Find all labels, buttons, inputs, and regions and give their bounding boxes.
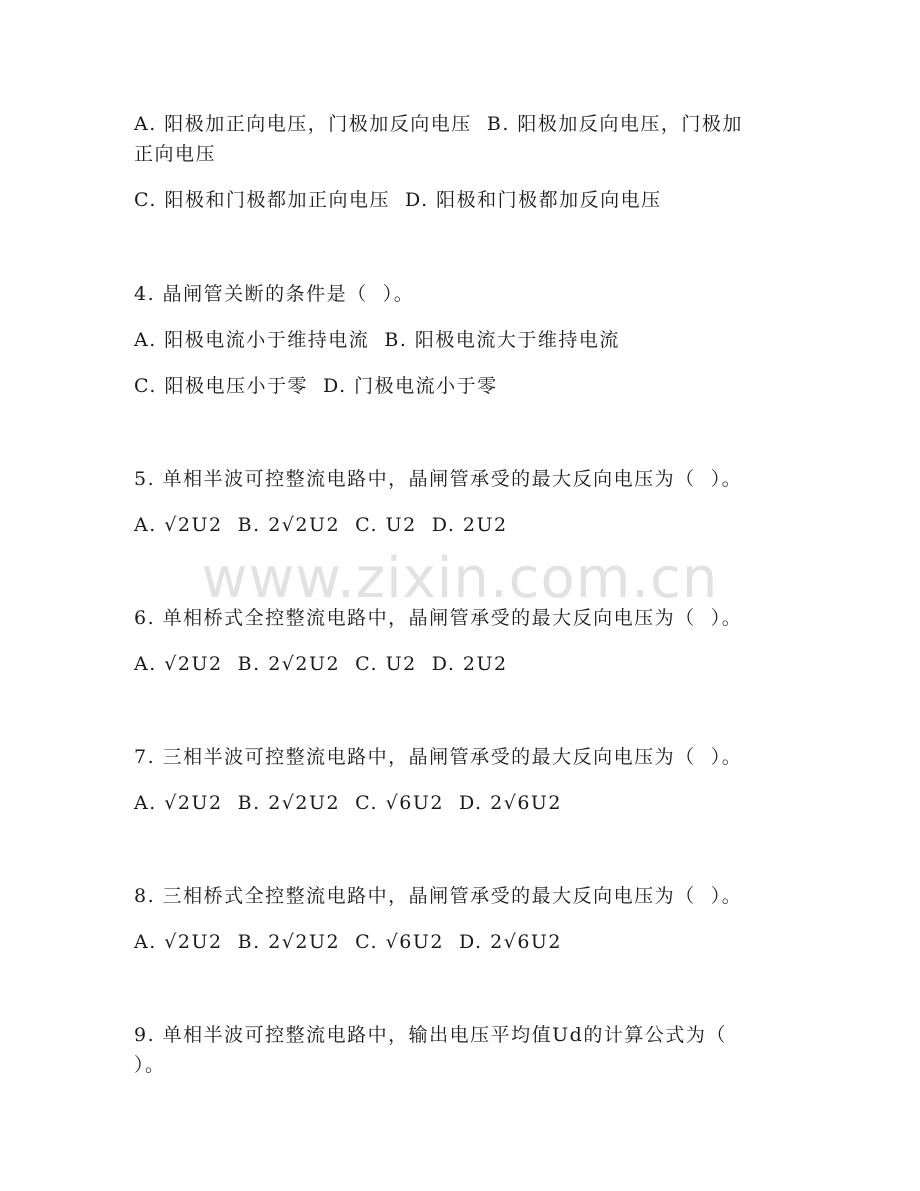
q4-stem: 4. 晶闸管关断的条件是（ ）。 (134, 283, 415, 305)
q7-options: A. √2U2 B. 2√2U2 C. √6U2 D. 2√6U2 (134, 792, 563, 814)
q8-stem: 8. 三相桥式全控整流电路中，晶闸管承受的最大反向电压为（ ）。 (134, 885, 743, 907)
q9-stem-line-1: 9. 单相半波可控整流电路中，输出电压平均值Ud的计算公式为（ (134, 1024, 727, 1046)
q3-options-line-3: C. 阳极和门极都加正向电压 D. 阳极和门极都加反向电压 (134, 189, 662, 211)
q9-stem-line-2: ）。 (134, 1054, 166, 1076)
q5-options: A. √2U2 B. 2√2U2 C. U2 D. 2U2 (134, 514, 508, 536)
q5-stem: 5. 单相半波可控整流电路中，晶闸管承受的最大反向电压为（ ）。 (134, 468, 743, 490)
watermark: www.zixin.com.cn (201, 546, 719, 611)
q6-options: A. √2U2 B. 2√2U2 C. U2 D. 2U2 (134, 653, 508, 675)
q3-options-line-1: A. 阳极加正向电压，门极加反向电压 B. 阳极加反向电压，门极加 (134, 113, 743, 135)
q4-options-line-1: A. 阳极电流小于维持电流 B. 阳极电流大于维持电流 (134, 329, 620, 351)
q6-stem: 6. 单相桥式全控整流电路中，晶闸管承受的最大反向电压为（ ）。 (134, 607, 743, 629)
q8-options: A. √2U2 B. 2√2U2 C. √6U2 D. 2√6U2 (134, 931, 563, 953)
q3-options-line-2: 正向电压 (134, 143, 217, 165)
q4-options-line-2: C. 阳极电压小于零 D. 门极电流小于零 (134, 375, 498, 397)
q7-stem: 7. 三相半波可控整流电路中，晶闸管承受的最大反向电压为（ ）。 (134, 746, 743, 768)
